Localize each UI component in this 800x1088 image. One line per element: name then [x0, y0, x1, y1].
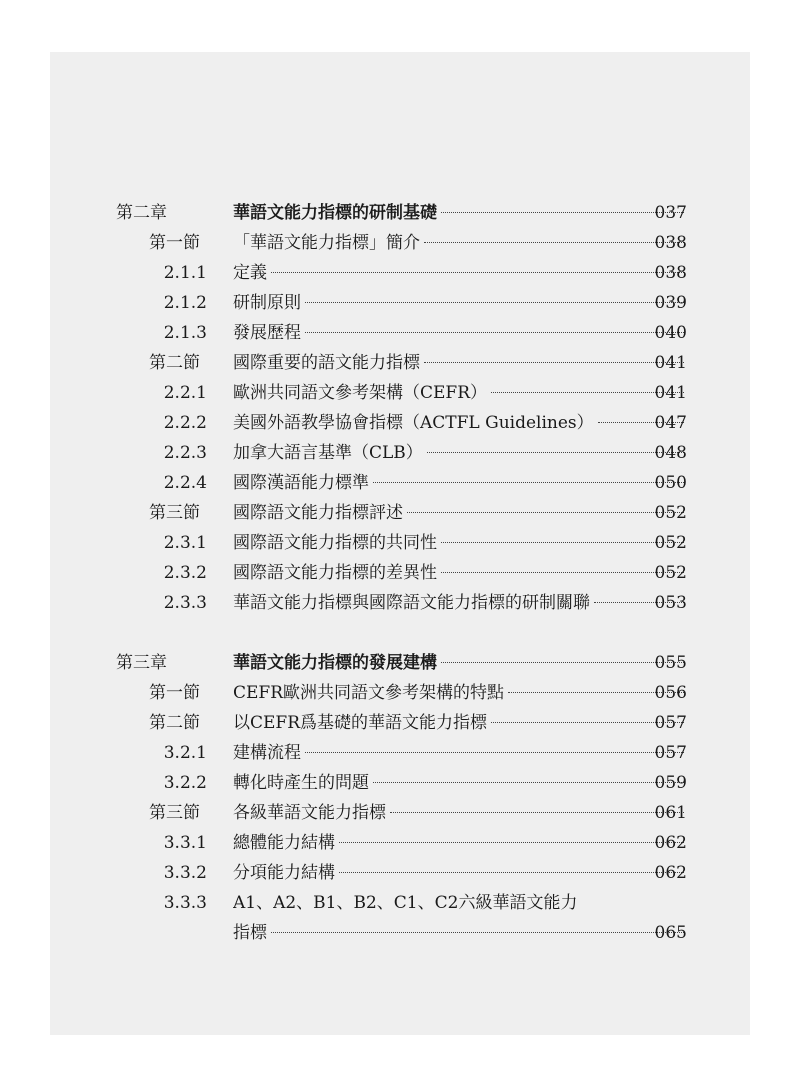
chapter-number: 第二章	[116, 203, 167, 223]
entry	[233, 558, 688, 588]
entry-title: 「華語文能力指標」簡介	[233, 233, 420, 253]
toc-subsection-row[interactable]	[50, 528, 750, 558]
page-number: 038	[654, 233, 687, 253]
entry-title: 研制原則	[233, 293, 301, 313]
entry	[233, 288, 688, 318]
toc-section-row[interactable]	[50, 498, 750, 528]
dot-leader	[441, 212, 684, 213]
entry-number: 2.2.3	[163, 443, 207, 463]
entry-number: 第二節	[149, 353, 200, 373]
page-number: 040	[654, 323, 687, 343]
entry-title: 建構流程	[233, 743, 301, 763]
entry-title: 國際語文能力指標的差異性	[233, 563, 437, 583]
toc-subsection-row[interactable]	[50, 318, 750, 348]
dot-leader	[407, 512, 684, 513]
dot-leader	[339, 872, 684, 873]
page-number: 041	[654, 353, 687, 373]
entry-title: A1、A2、B1、B2、C1、C2六級華語文能力	[233, 893, 578, 913]
page-number: 052	[654, 563, 687, 583]
page-number: 048	[654, 443, 687, 463]
page-number: 061	[654, 803, 687, 823]
entry	[233, 438, 688, 468]
toc-section-row[interactable]	[50, 228, 750, 258]
entry-title: 各級華語文能力指標	[233, 803, 386, 823]
entry-title: 轉化時產生的問題	[233, 773, 369, 793]
page-number: 062	[654, 863, 687, 883]
entry-number: 2.1.1	[163, 263, 207, 283]
chapter-title: 華語文能力指標的發展建構	[233, 653, 437, 673]
entry-number: 第三節	[149, 803, 200, 823]
toc-subsection-row[interactable]	[50, 288, 750, 318]
page-number: 057	[654, 743, 687, 763]
entry-title: 加拿大語言基準（CLB）	[233, 443, 423, 463]
toc-subsection-row[interactable]	[50, 408, 750, 438]
book-page	[50, 52, 750, 1035]
toc-chapter-row[interactable]	[50, 648, 750, 678]
dot-leader	[271, 272, 684, 273]
dot-leader	[305, 332, 684, 333]
toc-subsection-row[interactable]	[50, 438, 750, 468]
dot-leader	[427, 452, 684, 453]
entry	[233, 678, 688, 708]
entry	[233, 318, 688, 348]
entry-number: 第一節	[149, 233, 200, 253]
entry-title: 定義	[233, 263, 267, 283]
entry	[233, 768, 688, 798]
chapter-title: 華語文能力指標的研制基礎	[233, 203, 437, 223]
toc-subsection-row[interactable]	[50, 858, 750, 888]
entry-title: 國際重要的語文能力指標	[233, 353, 420, 373]
toc-chapter-row[interactable]	[50, 198, 750, 228]
entry	[233, 258, 688, 288]
dot-leader	[441, 572, 684, 573]
entry-number: 2.3.3	[163, 593, 207, 613]
entry-title: 分項能力結構	[233, 863, 335, 883]
entry-number: 3.2.2	[163, 773, 207, 793]
entry-title: CEFR歐洲共同語文參考架構的特點	[233, 683, 505, 703]
entry	[233, 378, 688, 408]
page-number: 062	[654, 833, 687, 853]
entry	[233, 528, 688, 558]
dot-leader	[424, 242, 684, 243]
entry	[233, 828, 688, 858]
page-number: 037	[654, 203, 687, 223]
dot-leader	[339, 842, 684, 843]
toc-section-row[interactable]	[50, 348, 750, 378]
chapter-entry	[233, 648, 688, 678]
dot-leader	[305, 752, 684, 753]
page-number: 047	[654, 413, 687, 433]
entry-number: 2.2.1	[163, 383, 207, 403]
entry-number: 第二節	[149, 713, 200, 733]
toc-subsection-row[interactable]	[50, 828, 750, 858]
toc-subsection-row[interactable]	[50, 768, 750, 798]
dot-leader	[305, 302, 684, 303]
entry-number: 2.2.4	[163, 473, 207, 493]
toc-section-row[interactable]	[50, 708, 750, 738]
entry	[233, 348, 688, 378]
dot-leader	[373, 482, 684, 483]
dot-leader	[441, 542, 684, 543]
page-number: 065	[654, 923, 687, 943]
toc-section-row[interactable]	[50, 678, 750, 708]
toc-subsection-row[interactable]	[50, 468, 750, 498]
dot-leader	[373, 782, 684, 783]
entry	[233, 588, 688, 618]
entry-number: 第三節	[149, 503, 200, 523]
page-number: 059	[654, 773, 687, 793]
entry	[233, 228, 688, 258]
entry-title: 以CEFR爲基礎的華語文能力指標	[233, 713, 488, 733]
entry-title: 美國外語教學協會指標（ACTFL Guidelines）	[233, 413, 594, 433]
toc-subsection-row-continued[interactable]	[50, 918, 750, 948]
entry-title: 國際語文能力指標評述	[233, 503, 403, 523]
chapter-number: 第三章	[116, 653, 167, 673]
toc-section-row[interactable]	[50, 798, 750, 828]
toc-subsection-row[interactable]	[50, 558, 750, 588]
table-of-contents	[50, 198, 750, 948]
page-number: 038	[654, 263, 687, 283]
entry-number: 3.3.2	[163, 863, 207, 883]
page-number: 039	[654, 293, 687, 313]
dot-leader	[441, 662, 684, 663]
dot-leader	[424, 362, 684, 363]
page-number: 053	[654, 593, 687, 613]
entry	[233, 918, 688, 948]
page-number: 041	[654, 383, 687, 403]
entry-title: 華語文能力指標與國際語文能力指標的研制關聯	[233, 593, 590, 613]
entry-title-continued: 指標	[233, 923, 267, 943]
page-number: 055	[654, 653, 687, 673]
entry	[233, 888, 688, 918]
entry-title: 國際語文能力指標的共同性	[233, 533, 437, 553]
entry-title: 發展歷程	[233, 323, 301, 343]
entry-number: 2.3.1	[163, 533, 207, 553]
entry-number: 2.3.2	[163, 563, 207, 583]
page-number: 056	[654, 683, 687, 703]
chapter-gap	[50, 618, 750, 648]
entry-number: 2.2.2	[163, 413, 207, 433]
entry-number: 2.1.3	[163, 323, 207, 343]
entry	[233, 708, 688, 738]
toc-subsection-row[interactable]	[50, 378, 750, 408]
entry	[233, 408, 688, 438]
entry-title: 國際漢語能力標準	[233, 473, 369, 493]
dot-leader	[390, 812, 684, 813]
entry-number: 第一節	[149, 683, 200, 703]
chapter-entry	[233, 198, 688, 228]
page-number: 052	[654, 533, 687, 553]
toc-subsection-row[interactable]	[50, 888, 750, 918]
entry	[233, 468, 688, 498]
entry	[233, 738, 688, 768]
toc-subsection-row[interactable]	[50, 258, 750, 288]
toc-subsection-row[interactable]	[50, 738, 750, 768]
page-number: 057	[654, 713, 687, 733]
entry-number: 3.3.1	[163, 833, 207, 853]
page-number: 050	[654, 473, 687, 493]
entry	[233, 858, 688, 888]
dot-leader	[271, 932, 684, 933]
toc-subsection-row[interactable]	[50, 588, 750, 618]
page-number: 052	[654, 503, 687, 523]
entry-number: 2.1.2	[163, 293, 207, 313]
entry-title: 歐洲共同語文參考架構（CEFR）	[233, 383, 488, 403]
entry	[233, 498, 688, 528]
entry	[233, 798, 688, 828]
entry-title: 總體能力結構	[233, 833, 335, 853]
entry-number: 3.3.3	[163, 893, 207, 913]
entry-number: 3.2.1	[163, 743, 207, 763]
